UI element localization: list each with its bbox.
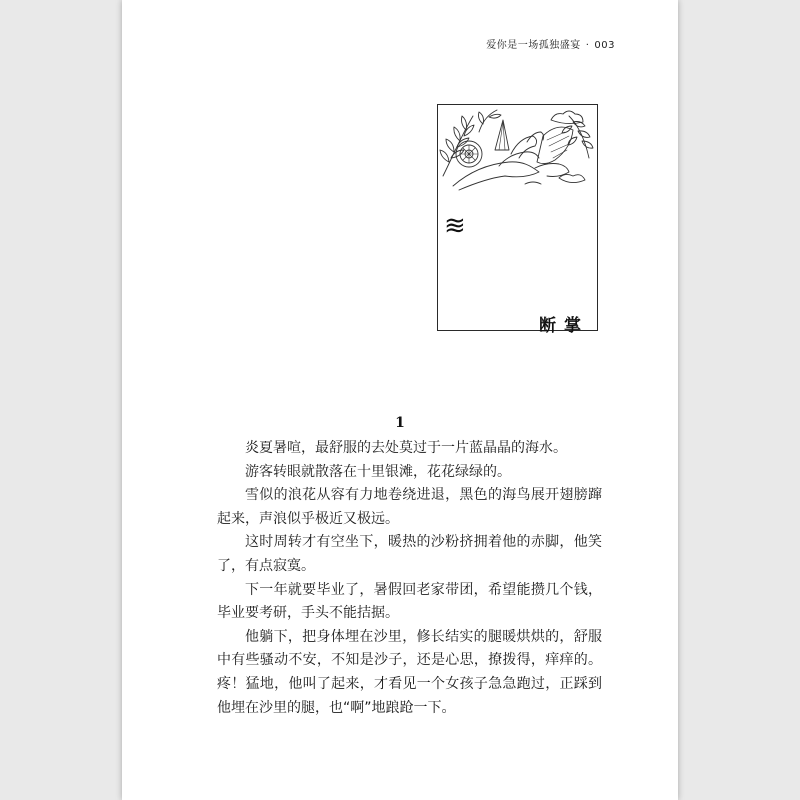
paragraph: 游客转眼就散落在十里银滩，花花绿绿的。	[245, 463, 511, 480]
paragraph: 雪似的浪花从容有力地卷绕进退，黑色的海鸟展开翅膀蹿起来，声浪似乎极近又极远。	[217, 487, 602, 527]
paragraph: 炎夏暑喧，最舒服的去处莫过于一片蓝晶晶的海水。	[245, 440, 567, 456]
page-number: 003	[594, 40, 615, 51]
wave-ornament: ≋	[444, 211, 466, 241]
body-text	[217, 437, 602, 720]
paragraph: 下一年就要毕业了，暑假回老家带团，希望能攒几个钱，毕业要考研，手头不能拮据。	[217, 581, 602, 622]
book-page	[122, 0, 678, 800]
separator: ·	[585, 40, 590, 51]
chapter-title: 断掌	[539, 316, 589, 336]
running-head	[486, 36, 615, 51]
section-number: 1	[395, 415, 405, 431]
book-title: 爱你是一场孤独盛宴	[486, 40, 581, 51]
chapter-title-box	[437, 104, 598, 336]
decorative-illustration	[439, 106, 597, 192]
paragraph: 这时周转才有空坐下，暖热的沙粉挤拥着他的赤脚，他笑了，有点寂寞。	[217, 534, 602, 574]
paragraph: 他躺下，把身体埋在沙里，修长结实的腿暖烘烘的，舒服中有些骚动不安，不知是沙子，还是心思，撩拨得，痒痒的。疼！猛地，他叫了起来，才看见一个女孩子急急跑过，正踩到他埋在沙里的腿，也“啊”地踉跄一下。	[217, 628, 602, 716]
